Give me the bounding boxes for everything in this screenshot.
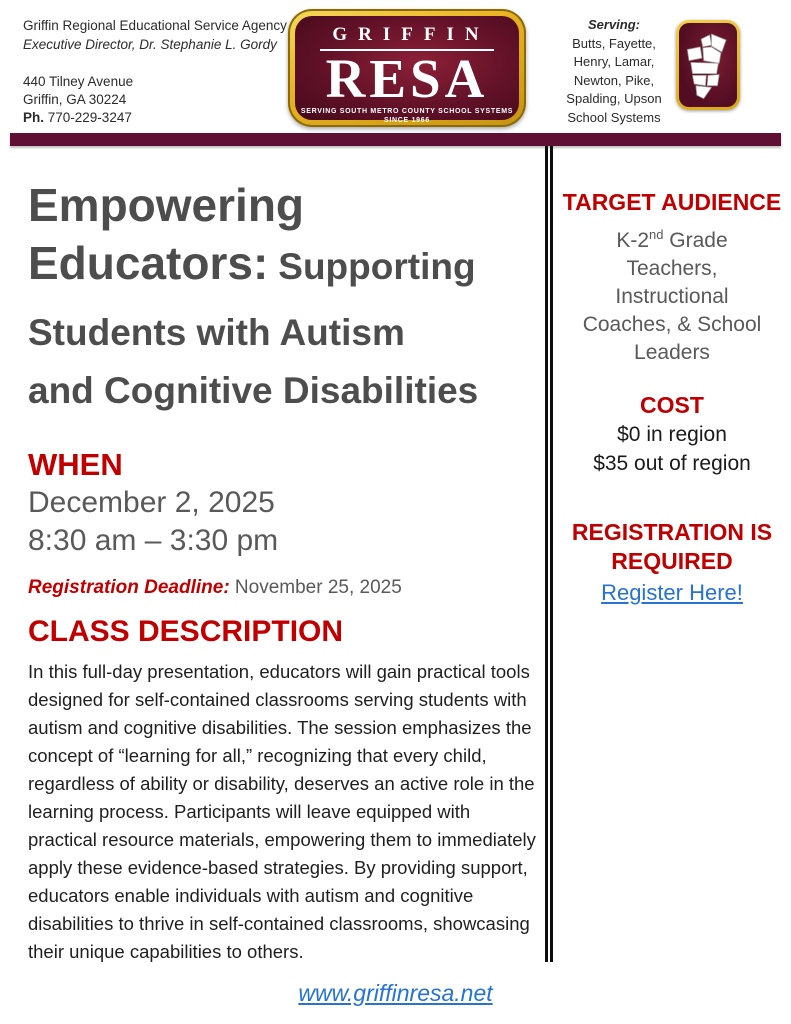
vertical-double-divider <box>545 146 553 962</box>
logo-resa-text: RESA <box>325 48 489 109</box>
website-link[interactable]: www.griffinresa.net <box>298 980 493 1006</box>
logo-tagline-2: SINCE 1966 <box>384 117 430 124</box>
address-line-2: Griffin, GA 30224 <box>23 92 127 107</box>
registration-deadline-row <box>28 576 544 600</box>
county-map-badge <box>676 20 740 110</box>
footer <box>0 980 791 1007</box>
cost-heading: COST <box>640 392 704 418</box>
sidebar <box>560 188 784 607</box>
title-line-2-large: Educators: <box>28 237 269 289</box>
serving-line: School Systems <box>567 109 661 125</box>
audience-pre: K-2 <box>616 229 649 252</box>
logo-griffin-text: GRIFFIN <box>320 24 493 51</box>
serving-list <box>556 16 672 127</box>
title-line-2 <box>28 234 544 304</box>
title-line-4: and Cognitive Disabilities <box>28 370 479 411</box>
title-line-2-small: Supporting <box>278 246 476 287</box>
when-heading: WHEN <box>28 447 123 482</box>
page-title <box>28 176 544 420</box>
registration-required-heading: REGISTRATION IS REQUIRED <box>571 519 773 574</box>
address-line-1: 440 Tilney Avenue <box>23 74 134 89</box>
agency-name: Griffin Regional Educational Service Agency <box>23 18 287 33</box>
target-audience-text <box>569 221 775 367</box>
serving-line: Spalding, Upson <box>566 91 662 106</box>
class-description-body: In this full-day presentation, educators will gain practical tools designed for self-contained classrooms serving students with autism and cognitive disabilities. The session emphasizes the concept of “learning for all,” recognizing that every child, regardless of ability or disability, deserves an active role in the learning process. Participants will leave equipped with practical resource materials, empowering them to immediately apply these evidence-based strategies. By providing support, educators enable individuals with autism and cognitive disabilities to thrive in self-contained classrooms, showcasing their unique capabilities to others. <box>28 661 536 962</box>
county-map-background <box>679 23 737 107</box>
audience-ordinal: nd <box>649 227 664 242</box>
audience-post: Grade Teachers, Instructional Coaches, & School Leaders <box>582 229 762 364</box>
header-divider-bar <box>10 133 781 146</box>
resa-logo-inner <box>295 16 519 124</box>
registration-deadline-date: November 25, 2025 <box>229 577 402 598</box>
registration-deadline-label: Registration Deadline: <box>28 577 230 598</box>
header-contact-block <box>23 17 291 127</box>
phone-label: Ph. <box>23 110 45 125</box>
serving-line: Henry, Lamar, <box>573 54 655 69</box>
main-content <box>28 176 544 964</box>
serving-line: Newton, Pike, <box>573 72 655 88</box>
serving-label: Serving: <box>587 17 640 32</box>
logo-tagline-1: SERVING SOUTH METRO COUNTY SCHOOL SYSTEMS <box>300 108 514 115</box>
executive-director: Executive Director, Dr. Stephanie L. Gordy <box>23 37 277 52</box>
target-audience-heading: TARGET AUDIENCE <box>562 189 782 215</box>
title-line-3: Students with Autism <box>28 312 405 353</box>
resa-logo <box>288 9 526 127</box>
phone-line <box>23 109 291 127</box>
phone-number: 770-229-3247 <box>44 110 132 125</box>
serving-line: Butts, Fayette, <box>572 35 656 51</box>
cost-in-region: $0 in region <box>617 423 727 446</box>
cost-out-of-region: $35 out of region <box>593 452 751 475</box>
title-line-1: Empowering <box>28 179 305 231</box>
register-here-link[interactable]: Register Here! <box>601 580 743 605</box>
class-description-heading: CLASS DESCRIPTION <box>28 615 344 648</box>
event-time: 8:30 am – 3:30 pm <box>28 524 279 557</box>
county-map-icon <box>683 27 733 103</box>
event-date: December 2, 2025 <box>28 486 275 519</box>
